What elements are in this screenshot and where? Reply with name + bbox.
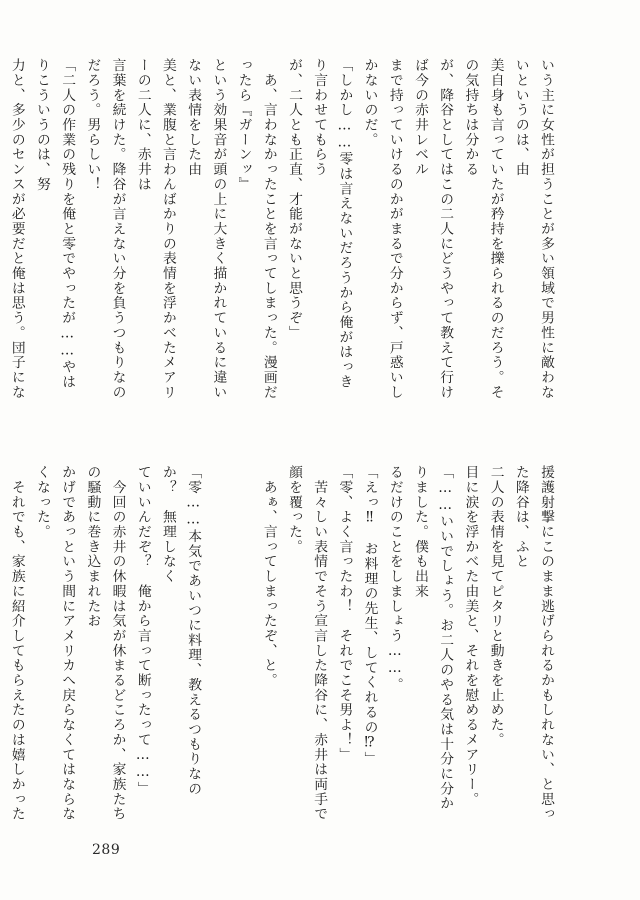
text-line: が、降谷としてはこの二人にどうやって教えて行けば今の赤井レベル bbox=[411, 58, 454, 400]
text-line: 美と、業腹と言わんばかりの表情を浮かべたメアリーの二人に、赤井は bbox=[134, 58, 176, 400]
text-line: それでも、家族に紹介してもらえたのは嬉しかった bbox=[8, 479, 25, 822]
text-line: 「二人の作業の残りを俺と零でやったが……やはりこういうのは、努 bbox=[33, 58, 76, 390]
text-line: 苦々しい表情でそう宣言した降谷に、赤井は両手で顔を覆った。 bbox=[285, 465, 328, 822]
text-line: あぁ、言ってしまったぞ、と。 bbox=[260, 465, 277, 688]
text-line: 「……いいでしょう。お二人のやる気は十分に分かりました。僕も出来 bbox=[411, 465, 454, 811]
text-line: 今回の赤井の休暇は気が休まるどころか、家族たちの騒動に巻き込まれたお bbox=[84, 465, 126, 822]
text-line: ていいんだぞ？ 俺から言って断ったって……」 bbox=[134, 465, 151, 797]
text-line: 二人の表情を見てピタリと動きを止めた。 bbox=[487, 465, 504, 748]
upper-text-block bbox=[8, 58, 558, 403]
text-line: かげであっという間にアメリカへ戻らなくてはならなくなった。 bbox=[33, 465, 76, 822]
text-line: まで持っていけるのかがまるで分からず、戸惑いしかないのだ。 bbox=[361, 58, 403, 400]
text-line bbox=[230, 465, 255, 825]
text-line: 「しかし……零は言えないだろうから俺がはっきり言わせてもらう bbox=[311, 58, 353, 390]
text-line: 言葉を続けた。降谷が言えない分を負うつもりなのだろう。男らしい！ bbox=[84, 58, 126, 400]
text-line: 「零、よく言ったわ！ それでこそ男よ！」 bbox=[336, 465, 353, 762]
text-line: いう主に女性が担うことが多い領域で男性に敵わないというのは、由 bbox=[512, 58, 554, 400]
lower-text-block bbox=[8, 465, 558, 825]
text-line: るだけのことをしましょう……。 bbox=[386, 465, 403, 693]
text-line: が、二人とも正直、才能がないと思うぞ」 bbox=[285, 58, 302, 341]
text-line: 力と、多少のセンスが必要だと俺は思う。団子にな bbox=[8, 58, 25, 400]
text-line: 援護射撃にこのまま逃げられるかもしれない、と思った降谷は、ふと bbox=[512, 465, 554, 822]
text-line bbox=[205, 465, 230, 825]
text-line: 目に涙を浮かべた由美と、それを慰めるメアリー。 bbox=[462, 465, 479, 807]
text-line: あ、言わなかったことを言ってしまった。漫画だったら『ガーンッ』 bbox=[235, 58, 277, 400]
text-line: 「零……本気であいつに料理、教えるつもりなのか？ 無理しなく bbox=[159, 465, 202, 797]
text-line: 「えっ‼ お料理の先生、してくれるの⁉」 bbox=[361, 465, 378, 767]
text-line: 美自身も言っていたが矜持を擽られるのだろう。その気持ちは分かる bbox=[462, 58, 504, 400]
page-number: 289 bbox=[92, 842, 121, 858]
text-line: という効果音が頭の上に大きく描かれているに違いない表情をした由 bbox=[185, 58, 227, 400]
